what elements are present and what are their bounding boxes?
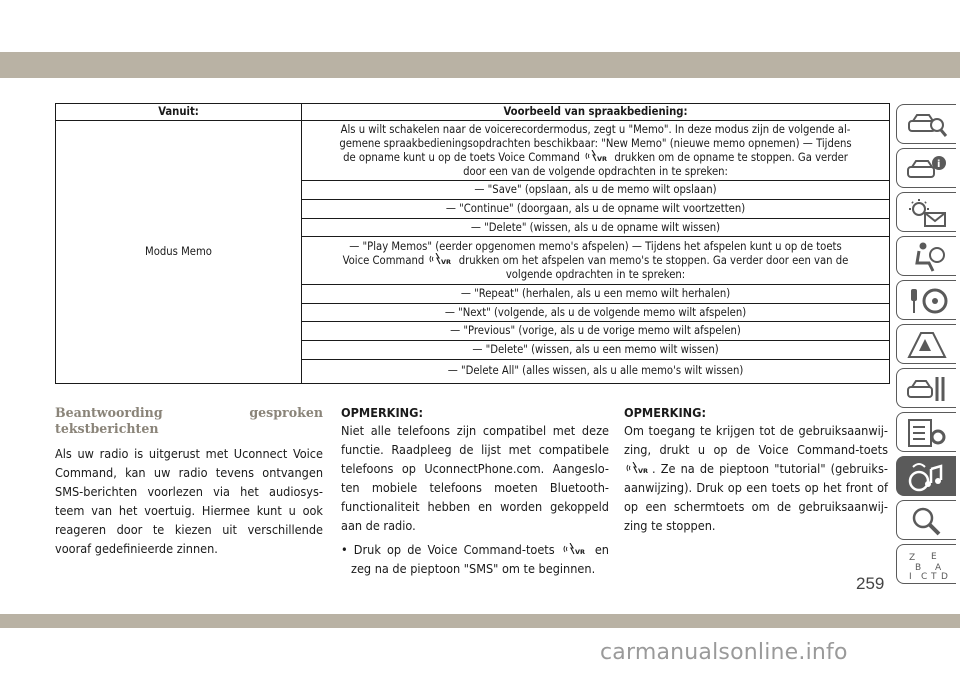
tab-warning-lights[interactable] [896, 192, 956, 232]
svg-text:i: i [937, 159, 941, 170]
page-number: 259 [856, 574, 885, 593]
watermark: carmanualsonline.info [600, 640, 848, 665]
tab-emergency[interactable] [896, 324, 956, 364]
svg-text:VR: VR [441, 258, 452, 266]
cmd-delete: — "Delete" (wissen, als u de opname wilt wissen) [302, 218, 890, 237]
section-title: Beantwoording gesproken tekstberichten [55, 405, 323, 436]
bullet-text-a: • Druk op de Voice Command-toets [341, 542, 555, 557]
svg-text:D: D [941, 572, 948, 581]
intro-line-1: Als u wilt schakelen naar de voicerecordermodus, zegt u "Memo". In deze modus zijn de volgende al- [340, 123, 851, 136]
cmd-delete-memo: — "Delete" (wissen, als u een memo wilt wissen) [302, 340, 890, 359]
play-line-3: volgende opdrachten in te spreken: [505, 267, 686, 281]
car-info-icon [905, 153, 949, 185]
tab-starting-driving[interactable] [896, 280, 956, 320]
svg-text:I: I [909, 572, 912, 581]
col3-body-b: . Ze na de pieptoon "tutorial" (gebruiks-aanwijzing). Druk op een toets op het front of op een schermtoets om de gebruiksaanwij-zing te stoppen. [624, 461, 888, 533]
svg-text:VR: VR [574, 548, 585, 555]
warning-light-envelope-icon [905, 197, 949, 229]
header-example: Voorbeeld van spraakbediening: [302, 104, 890, 121]
tab-car-info[interactable] [896, 148, 956, 188]
alphabet-index-icon [905, 549, 949, 581]
car-tools-icon [905, 373, 949, 405]
voice-command-icon [626, 462, 650, 474]
multimedia-icon [905, 461, 949, 493]
play-line-2b: drukken om het afspelen van memo's te stoppen. Ga verder door een van de [458, 254, 849, 268]
svg-text:B: B [915, 563, 922, 573]
voice-command-icon [585, 150, 609, 162]
car-magnifier-icon [905, 109, 949, 141]
top-band [0, 0, 960, 80]
intro-line-2: gemene spraakbedieningsopdrachten beschikbaar: "New Memo" (nieuwe memo opnemen) — Tijdens [339, 136, 852, 150]
col3-body-a: Om toegang te krijgen tot de gebruiksaanwij-zing, drukt u op de Voice Command-toets [624, 423, 888, 457]
tab-safety[interactable] [896, 236, 956, 276]
table-row [56, 121, 890, 181]
table-header-row [56, 104, 890, 121]
svg-text:C: C [921, 572, 928, 581]
tab-multimedia[interactable] [896, 456, 956, 496]
cmd-save: — "Save" (opslaan, als u de memo wilt opslaan) [302, 181, 890, 200]
top-stripe [0, 52, 960, 78]
cmd-delete-all: — "Delete All" (alles wissen, als u alle memo's wilt wissen) [302, 359, 890, 383]
tab-technical[interactable] [896, 412, 956, 452]
mode-label: Modus Memo [56, 121, 302, 384]
play-line-2a: Voice Command [342, 254, 425, 268]
svg-text:E: E [931, 552, 937, 562]
voice-command-icon [563, 543, 587, 555]
bullet-text-b: en zeg na de pieptoon "SMS" om te beginnen. [351, 542, 609, 576]
tab-index[interactable] [896, 544, 956, 584]
svg-text:VR: VR [638, 467, 649, 474]
key-steering-wheel-icon [905, 285, 949, 317]
tab-customer-assistance[interactable] [896, 500, 956, 540]
intro-line-3a: de opname kunt u op de toets Voice Command [343, 151, 580, 165]
col1-body: Als uw radio is uitgerust met Uconnect Voice Command, kan uw radio tevens ontvangen SMS-berichten voorlezen via het audiosys-teem van het voertuig. Hiermee kunt u ook reageren door te kiezen uit verschillende vooraf gedefinieerde zinnen. [55, 446, 323, 556]
cmd-continue: — "Continue" (doorgaan, als u de opname wilt voortzetten) [302, 199, 890, 218]
seat-airbag-icon [905, 241, 949, 273]
svg-text:T: T [931, 572, 937, 581]
intro-line-4: door een van de volgende opdrachten in te spreken: [463, 164, 728, 178]
cmd-repeat: — "Repeat" (herhalen, als u een memo wilt herhalen) [302, 285, 890, 304]
svg-text:VR: VR [597, 155, 608, 163]
col2-body: Niet alle telefoons zijn compatibel met deze functie. Raadpleeg de lijst met compatibele telefoons op UconnectPhone.com. Aangeslo-ten mobiele telefoons moeten Bluetooth-functionaliteit hebben en worden gekoppeld aan de radio. [341, 423, 609, 533]
svg-text:A: A [935, 563, 942, 573]
column-1 [55, 405, 323, 558]
tab-servicing[interactable] [896, 368, 956, 408]
voice-command-icon [429, 253, 453, 265]
cmd-next: — "Next" (volgende, als u de volgende memo wilt afspelen) [302, 303, 890, 322]
note-heading: OPMERKING: [624, 405, 706, 420]
tab-car-magnifier[interactable] [896, 104, 956, 144]
col3-body [624, 421, 888, 535]
car-road-warning-icon [905, 329, 949, 361]
checklist-gear-icon [905, 417, 949, 449]
note-heading: OPMERKING: [341, 405, 423, 420]
voice-command-table [55, 103, 890, 384]
search-icon [905, 505, 949, 537]
memo-intro [302, 121, 890, 181]
intro-line-3b: drukken om de opname te stoppen. Ga verder [614, 151, 848, 165]
cmd-previous: — "Previous" (vorige, als u de vorige memo wilt afspelen) [302, 322, 890, 341]
play-line-1: — "Play Memos" (eerder opgenomen memo's afspelen) — Tijdens het afspelen kunt u op de toets [349, 239, 842, 253]
play-memos [302, 237, 890, 285]
bottom-stripe [0, 614, 960, 628]
sms-instruction [341, 540, 609, 578]
svg-text:Z: Z [909, 553, 916, 563]
header-from: Vanuit: [56, 104, 302, 121]
column-2 [341, 405, 609, 578]
column-3 [624, 405, 888, 535]
